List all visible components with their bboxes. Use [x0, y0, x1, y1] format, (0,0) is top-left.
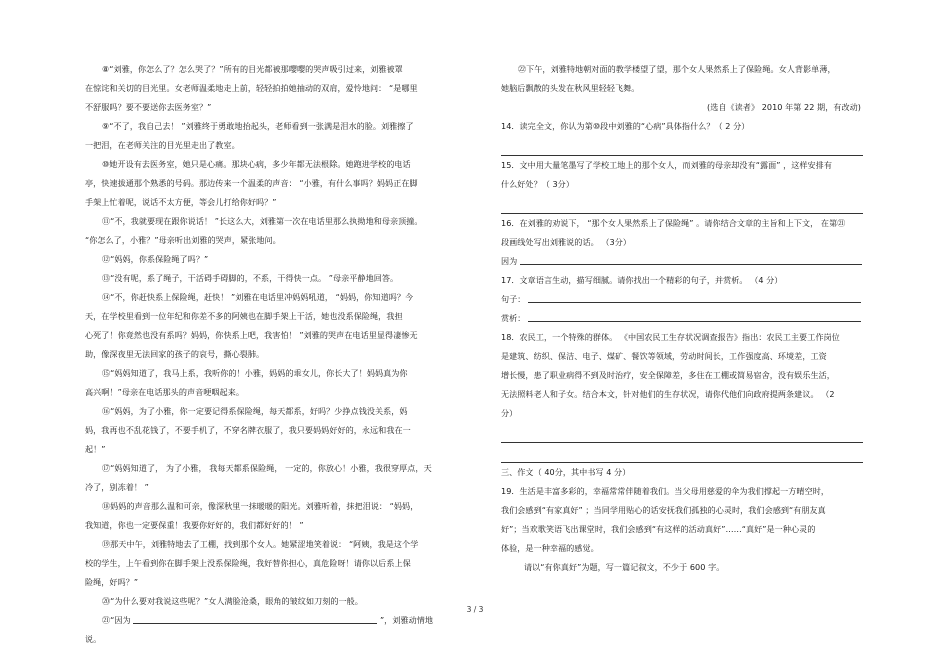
text-line: 冷了，别冻着！ ”	[85, 482, 149, 492]
text-line: 无法照料老人和子女。结合本文，针对他们的生存状况，请你代他们向政府提两条建议。 （2	[501, 389, 835, 399]
text-line: 好”；当欢歌笑语飞出课堂时，我们会感到“有这样的活动真好”……“真好”是一种心灵的	[501, 524, 816, 534]
text-line: 起！”	[85, 444, 106, 454]
text-line: 高兴啊！”母亲在电话那头的声音哽咽起来。	[85, 387, 244, 397]
text-line: 手架上忙着呢，说话不太方便，等会儿打给你好吗？”	[85, 197, 277, 207]
text-line: 在惊诧和关切的目光里。女老师温柔地走上前，轻轻拍拍她抽动的双肩，爱怜地问： “是哪里	[85, 83, 418, 93]
question-16: 16．在刘雅的劝说下， “那个女人果然系上了保险绳” 。请你结合文章的主旨和上下文， 在第㉑	[501, 218, 846, 228]
appreciation-label: 赏析：	[501, 313, 526, 323]
text-line: 什么好处？（ 3分）	[501, 179, 574, 189]
paragraph-20: ⑳“为什么要对我说这些呢？”女人满脸沧桑，眼角的皱纹如刀刻的一般。	[102, 596, 363, 606]
answer-line-16[interactable]	[520, 254, 862, 265]
paragraph-11: ⑪“不，我就要现在跟你说话！ ”长这么大，刘雅第一次在电话里那么执拗地和母亲顶撞。	[102, 216, 423, 226]
question-19: 19．生活是丰富多彩的，幸福常常伴随着我们。当父母用慈爱的伞为我们撑起一方晴空时，	[501, 486, 830, 496]
question-15: 15．文中用大量笔墨写了学校工地上的那个女人，而刘雅的母亲却没有“露面” ，这样安排有	[501, 160, 832, 170]
paragraph-22: ㉒下午，刘雅特地朝对面的教学楼望了望，那个女人果然系上了保险绳。女人背影单薄，	[518, 64, 836, 74]
section-three-heading: 三、作文（ 40分，其中书写 4 分）	[501, 467, 631, 477]
paragraph-9: ⑨“不了，我自己去！ ”刘雅终于勇敢地抬起头，老师看到一张满是泪水的脸。刘雅擦了	[102, 121, 414, 131]
text-line: 我知道，你也一定要保重！我要你好好的，我们都好好的！ ”	[85, 520, 304, 530]
right-column	[501, 60, 863, 577]
answer-suffix: ”，刘雅动情地	[379, 615, 434, 625]
paragraph-16: ⑯“妈妈，为了小雅，你一定要记得系保险绳，每天都系，好吗？少挣点钱没关系，妈	[102, 406, 408, 416]
answer-line-18b[interactable]	[501, 443, 863, 463]
text-line: 体验，是一种幸福的感觉。	[501, 543, 599, 553]
text-line: 亭，快速拔通那个熟悉的号码。那边传来一个温柔的声音： “小雅，有什么事吗？妈妈正在脚	[85, 178, 418, 188]
paragraph-12: ⑫“妈妈，你系保险绳了吗？”	[102, 254, 209, 264]
text-line: 她脑后飘散的头发在秋风里轻轻飞舞。	[501, 83, 640, 93]
answer-16-prefix: 因为	[501, 256, 518, 266]
text-line: 险绳，好吗？”	[85, 577, 139, 587]
paragraph-14: ⑭“不，你赶快系上保险绳，赶快！ ”刘雅在电话里冲妈妈吼道， “妈妈，你知道吗？今	[102, 292, 414, 302]
text-line: 增长慢，患了职业病得不到及时治疗，安全保障差，多住在工棚或简易宿舍，没有娱乐生活，	[501, 370, 835, 380]
appreciation-line[interactable]	[528, 311, 861, 322]
source-citation: (选自《读者》 2010 年第 22 期，有改动)	[707, 102, 861, 112]
answer-blank[interactable]	[133, 613, 377, 624]
page-number: 3 / 3	[466, 605, 484, 614]
question-17: 17．文章语言生动，描写细腻。请你找出一个精彩的句子，并赏析。 （4 分）	[501, 275, 783, 285]
text-line: 是建筑、纺织、保洁、电子、煤矿、餐饮等领域，劳动时间长，工作强度高、环境差，工资	[501, 351, 827, 361]
essay-prompt: 请以“有你真好”为题，写一篇记叙文，不少于 600 字。	[524, 562, 725, 572]
text-line: 助，像深夜里无法回家的孩子的哀号，撕心裂肺。	[85, 349, 265, 359]
text-line: 一把泪，在老师关注的目光里走出了教室。	[85, 140, 240, 150]
text-line: 天，在学校里看到一位年纪和你差不多的阿姨也在脚手架上干活，她也没系保险绳，我担	[85, 311, 403, 321]
paragraph-18: ⑱妈妈的声音那么温和可亲，像深秋里一抹暖暖的阳光。刘雅听着，抹把泪说： “妈妈，	[102, 501, 419, 511]
text-line: “你怎么了，小雅？”母亲听出刘雅的哭声，紧张地问。	[85, 235, 281, 245]
paragraph-13: ⑬“没有呢，系了绳子，干活碍手碍脚的，不系，干得快一点。 ”母亲平静地回答。	[102, 273, 399, 283]
text-line: 我们会感到“有家真好” ；当同学用贴心的话安抚我们孤独的心灵时，我们会感到“有朋友真	[501, 505, 826, 515]
left-column	[85, 60, 453, 649]
text-line: 分）	[501, 408, 518, 418]
answer-line-15[interactable]	[501, 194, 863, 214]
paragraph-10: ⑩她开设有去医务室，她只是心痛。那块心病，多少年都无法根除。她跑进学校的电话	[102, 159, 411, 169]
paragraph-8: ⑧“刘雅，你怎么了？怎么哭了？”所有的目光都被那嘤嘤的哭声吸引过来，刘雅被罩	[102, 64, 403, 74]
answer-line-18a[interactable]	[501, 423, 863, 443]
text-line: 妈，我再也不乱花钱了，不要手机了，不穿名牌衣服了，我只要妈妈好好的，永远和我在一	[85, 425, 411, 435]
answer-line-14[interactable]	[501, 136, 863, 156]
sentence-line[interactable]	[528, 292, 861, 303]
paragraph-17: ⑰“妈妈知道了， 为了小雅， 我每天都系保险绳， 一定的，你放心！小雅，我很穿厚点，天	[102, 463, 432, 473]
answer-17-sentence	[501, 290, 863, 309]
answer-16	[501, 252, 863, 271]
answer-prefix: ㉑“因为	[102, 615, 131, 625]
text-line: 不舒服吗？要不要送你去医务室？”	[85, 102, 212, 112]
text-line: 段画线处写出刘雅说的话。 （3分）	[501, 237, 631, 247]
text-line: 心死了！你竟然也没有系吗？妈妈，你快系上吧，我害怕！ ”刘雅的哭声在电话里显得凄惨无	[85, 330, 418, 340]
text-line: 校的学生，上午看到你在脚手架上没系保险绳，我好替你担心，真危险呀！请你以后系上保	[85, 558, 411, 568]
text-line: 说。	[85, 634, 102, 644]
paragraph-15: ⑮“妈妈知道了，我马上系，我听你的！小雅，妈妈的乖女儿，你长大了！妈妈真为你	[102, 368, 408, 378]
question-14: 14．读完全文，你认为第⑩段中刘雅的“心病”具体指什么？（ 2 分）	[501, 121, 750, 131]
answer-17-appreciation	[501, 309, 863, 328]
paragraph-19: ⑲那天中午，刘雅特地去了工棚，找到那个女人。她紧涩地笑着说： “阿姨，我是这个学	[102, 539, 419, 549]
question-18: 18．农民工，一个特殊的群体。 《中国农民工生存状况调查报告》指出：农民工主要工作岗位	[501, 332, 840, 342]
sentence-label: 句子：	[501, 294, 526, 304]
